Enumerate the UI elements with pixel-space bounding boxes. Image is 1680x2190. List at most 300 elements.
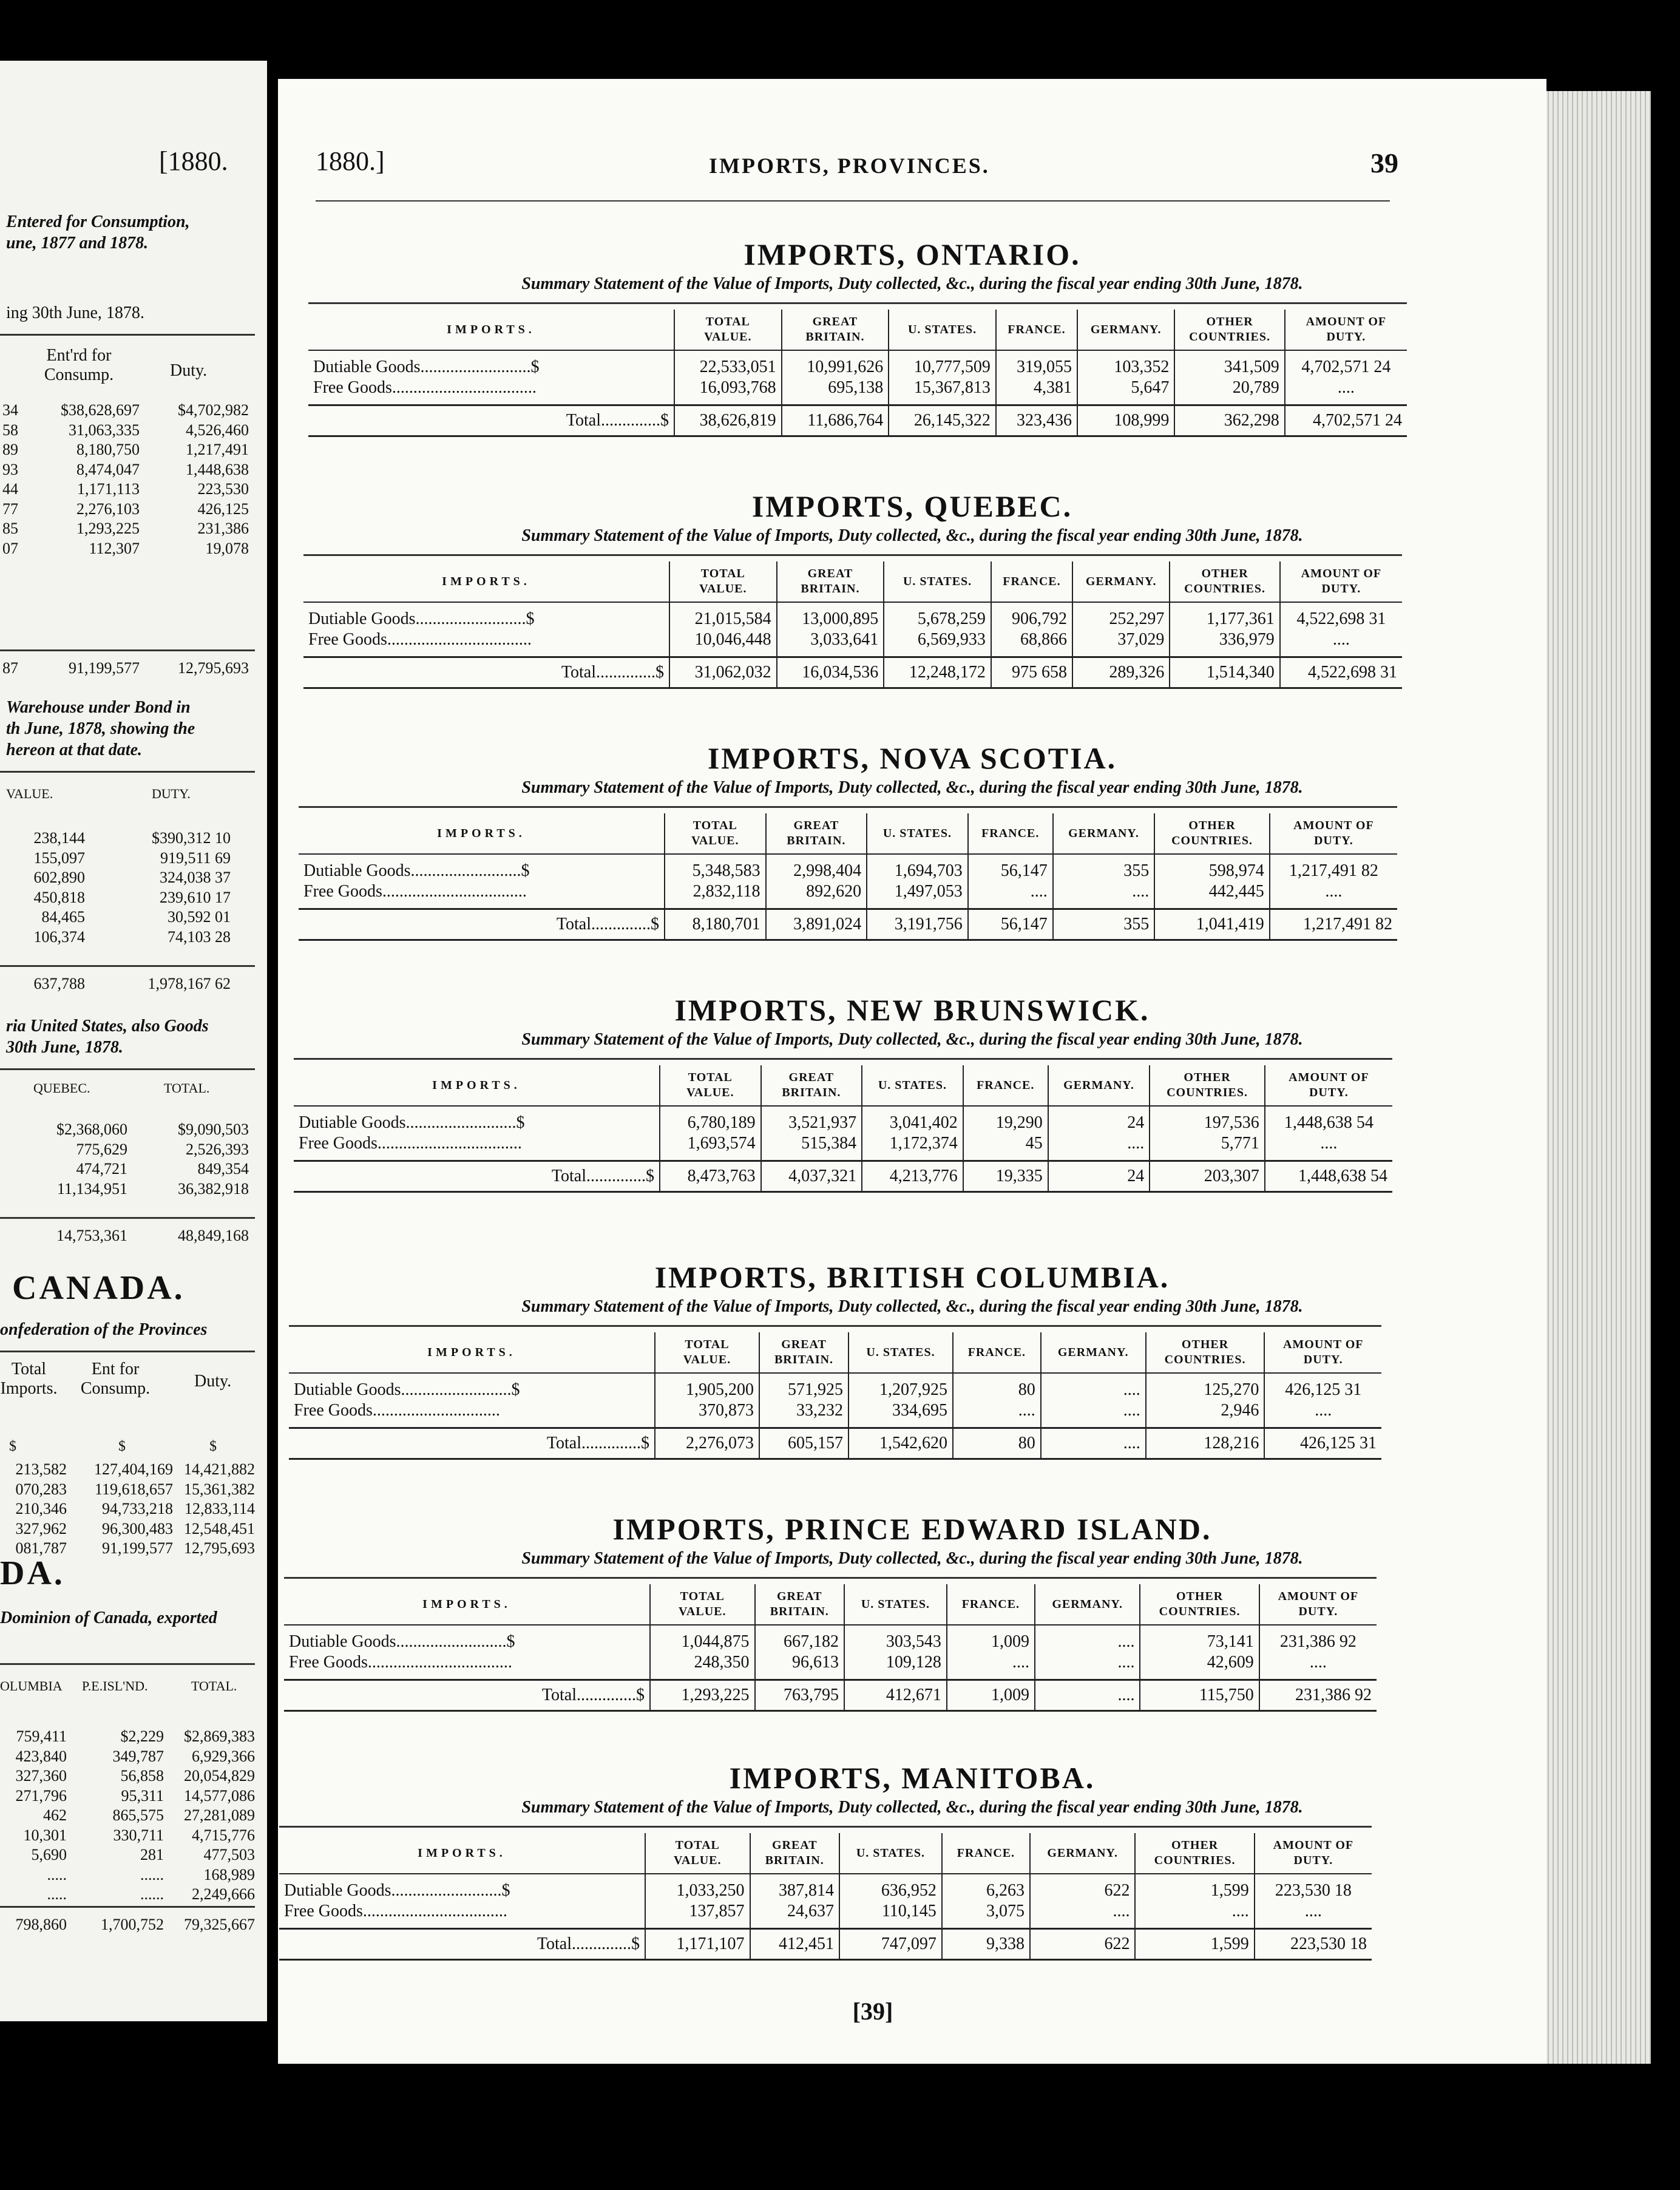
column-header: VALUE. [6, 786, 53, 801]
cell-amount-of-duty: .... [1270, 881, 1397, 902]
column-header-line: AMOUNT OF [1289, 1071, 1369, 1084]
spacer-cell [1170, 602, 1279, 609]
cell-other-countries: 336,979 [1170, 629, 1279, 650]
row-label: Dutiable Goods..........................$ [284, 1881, 510, 1900]
column-header-total-value [660, 1065, 761, 1106]
table-header-row [299, 813, 1397, 854]
total-amount-of-duty: 4,702,571 24 [1285, 405, 1407, 436]
left-caption-line: Dominion of Canada, exported [0, 1609, 217, 1627]
total-united-states: 12,248,172 [884, 657, 991, 688]
spacer-cell [1140, 1625, 1259, 1632]
spacer-cell [889, 350, 996, 357]
spacer-row [299, 854, 1397, 861]
divider [0, 771, 255, 773]
cell-other-countries: 2,946 [1146, 1400, 1265, 1421]
column-header-line: DUTY. [1303, 1353, 1343, 1366]
column-header-line: OTHER [1206, 315, 1253, 328]
total-france: 323,436 [996, 405, 1077, 436]
total-france: 80 [953, 1428, 1041, 1459]
cell-germany: .... [1053, 881, 1154, 902]
spacer-cell [669, 602, 777, 609]
cell-germany: 24 [1048, 1113, 1150, 1133]
left-caption-line: hereon at that date. [6, 741, 143, 759]
spacer-cell [1072, 650, 1170, 657]
column-header-line: VALUE. [679, 1605, 727, 1618]
spacer-cell [1140, 1673, 1259, 1680]
column-header-amount-of-duty [1264, 1332, 1381, 1373]
spacer-cell [1285, 398, 1407, 405]
spacer-cell [1146, 1421, 1265, 1428]
column-header-france: FRANCE. [996, 310, 1077, 350]
spacer-row [294, 1106, 1392, 1113]
total-amount-of-duty: 1,448,638 54 [1265, 1161, 1392, 1192]
spacer-cell [1135, 1874, 1254, 1880]
cell-france: .... [953, 1400, 1041, 1421]
spacer-cell [1041, 1373, 1146, 1380]
cell-other-countries: 20,789 [1174, 378, 1284, 398]
column-header-imports: IMPORTS. [294, 1065, 660, 1106]
total-row [289, 1428, 1381, 1459]
section-subtitle: Summary Statement of the Value of Imports, Duty collected, &c., during the fiscal year ending 30th June, 1878. [521, 778, 1303, 797]
left-page [0, 61, 267, 2021]
spacer-cell [755, 1673, 844, 1680]
left-caption-line: Entered for Consumption, [6, 212, 190, 231]
cell-amount-of-duty: .... [1265, 1133, 1392, 1154]
spacer-cell [848, 1373, 953, 1380]
divider [0, 1217, 255, 1219]
total-other-countries: 1,514,340 [1170, 657, 1279, 688]
spacer-cell [782, 398, 889, 405]
total-row [303, 657, 1402, 688]
spacer-cell [1270, 854, 1397, 861]
cell-total-value: 2,832,118 [665, 881, 766, 902]
row-label: Free Goods.................................. [308, 630, 532, 649]
value-column: 238,144 155,097 602,890 450,818 84,465 106,374 [33, 829, 85, 946]
spacer-cell [991, 650, 1072, 657]
row-label: Dutiable Goods..........................$ [308, 609, 535, 628]
column-header-line: DUTY. [1298, 1605, 1338, 1618]
spacer-cell [1030, 1874, 1136, 1880]
spacer-cell [1150, 1154, 1265, 1161]
row-label: Free Goods.............................. [294, 1401, 500, 1420]
column-header-total-value [650, 1584, 755, 1625]
spacer-cell [884, 650, 991, 657]
value-column: 213,582 070,283 210,346 327,962 081,787 [15, 1460, 67, 1557]
spacer-cell [1041, 1421, 1146, 1428]
column-header-line: DUTY. [1326, 330, 1366, 344]
section-rule [303, 554, 1402, 556]
cell-total-value: 22,533,051 [674, 357, 782, 378]
spacer-cell [1259, 1625, 1377, 1632]
value-column: $2,229 349,787 56,858 95,311 865,575 330,711 281 ...... ...... [112, 1727, 164, 1903]
cell-germany: 622 [1030, 1880, 1136, 1901]
total-germany: 24 [1048, 1161, 1150, 1192]
spacer-cell [761, 1106, 862, 1113]
column-header-france: FRANCE. [953, 1332, 1041, 1373]
table-header-row [279, 1833, 1372, 1874]
column-header-total-value [655, 1332, 759, 1373]
cell-amount-of-duty: 1,448,638 54 [1265, 1113, 1392, 1133]
cell-germany: .... [1041, 1400, 1146, 1421]
dollar-sign: $ [209, 1439, 217, 1454]
spacer-cell [1053, 902, 1154, 909]
column-header-line: GREAT [781, 1338, 827, 1351]
spacer-cell [782, 350, 889, 357]
total-label: Total..............$ [303, 657, 669, 688]
cell-united-states: 3,041,402 [862, 1113, 963, 1133]
row-label: Dutiable Goods..........................$ [289, 1632, 515, 1651]
total-value: 1,700,752 [101, 1916, 164, 1933]
column-header: Ent for Consump. [80, 1360, 151, 1398]
spacer-cell [963, 1106, 1048, 1113]
total-other-countries: 115,750 [1140, 1680, 1259, 1711]
cell-france: 80 [953, 1380, 1041, 1400]
spacer-cell [848, 1421, 953, 1428]
total-other-countries: 362,298 [1174, 405, 1284, 436]
column-header-line: AMOUNT OF [1301, 567, 1382, 580]
column-header-line: VALUE. [674, 1854, 722, 1867]
total-row [294, 1161, 1392, 1192]
cell-france: 68,866 [991, 629, 1072, 650]
spacer-cell [1035, 1673, 1140, 1680]
row-label: Dutiable Goods..........................$ [299, 1113, 525, 1132]
column-header-line: GREAT [807, 567, 853, 580]
cell-other-countries: 1,599 [1135, 1880, 1254, 1901]
spacer-cell [294, 1106, 660, 1113]
spacer-cell [308, 398, 674, 405]
column-header-line: TOTAL [705, 315, 750, 328]
column-header-france: FRANCE. [991, 561, 1072, 602]
column-header-amount-of-duty [1259, 1584, 1377, 1625]
spacer-row [303, 602, 1402, 609]
cell-total-value: 1,033,250 [645, 1880, 750, 1901]
spacer-cell [750, 1874, 839, 1880]
column-header-great-britain [750, 1833, 839, 1874]
spacer-cell [996, 350, 1077, 357]
row-label: Dutiable Goods..........................$ [303, 861, 530, 880]
column-header-imports: IMPORTS. [284, 1584, 650, 1625]
cell-great-britain: 571,925 [759, 1380, 848, 1400]
spacer-cell [1280, 650, 1402, 657]
column-header-line: GREAT [812, 315, 858, 328]
value-column: $9,090,503 2,526,393 849,354 36,382,918 [178, 1120, 249, 1198]
cell-amount-of-duty: 1,217,491 82 [1270, 861, 1397, 881]
total-other-countries: 1,041,419 [1154, 909, 1270, 940]
column-header-line: BRITAIN. [774, 1353, 834, 1366]
table-row [303, 629, 1402, 650]
cell-amount-of-duty: 223,530 18 [1255, 1880, 1372, 1901]
table-row [289, 1400, 1381, 1421]
cell-france: 19,290 [963, 1113, 1048, 1133]
column-header-line: VALUE. [691, 834, 739, 847]
total-value: 1,978,167 62 [147, 975, 231, 992]
table-row [294, 1113, 1392, 1133]
spacer-cell [674, 398, 782, 405]
column-header-line: OTHER [1176, 1590, 1224, 1603]
column-header-germany: GERMANY. [1072, 561, 1170, 602]
section-subtitle: Summary Statement of the Value of Imports, Duty collected, &c., during the fiscal year ending 30th June, 1878. [521, 1297, 1303, 1316]
cell-germany: .... [1048, 1133, 1150, 1154]
section-rule [279, 1826, 1372, 1828]
spacer-cell [1154, 854, 1270, 861]
column-header-line: VALUE. [683, 1353, 731, 1366]
column-header-line: VALUE. [704, 330, 752, 344]
value-column: $4,702,982 4,526,460 1,217,491 1,448,638 223,530 426,125 231,386 19,078 [178, 401, 249, 557]
spacer-cell [867, 854, 968, 861]
spacer-cell [1077, 350, 1174, 357]
cell-great-britain: 96,613 [755, 1652, 844, 1673]
table-row [279, 1901, 1372, 1922]
cell-great-britain: 3,521,937 [761, 1113, 862, 1133]
spacer-cell [665, 902, 766, 909]
imports-table [284, 1584, 1377, 1712]
spacer-cell [303, 650, 669, 657]
spacer-cell [308, 350, 674, 357]
cell-total-value: 137,857 [645, 1901, 750, 1922]
cell-united-states: 15,367,813 [889, 378, 996, 398]
cell-germany: 103,352 [1077, 357, 1174, 378]
table-row [299, 881, 1397, 902]
column-header-imports: IMPORTS. [299, 813, 665, 854]
spacer-cell [674, 350, 782, 357]
header-rule [316, 200, 1390, 202]
column-header-great-britain [777, 561, 884, 602]
left-caption-line: ria United States, also Goods [6, 1017, 209, 1036]
spacer-cell [1174, 350, 1284, 357]
column-header: Duty. [170, 361, 208, 380]
value-column: 759,411 423,840 327,360 271,796 462 10,301 5,690 ..... ..... [15, 1727, 67, 1903]
table-header-row [294, 1065, 1392, 1106]
cell-france: 4,381 [996, 378, 1077, 398]
total-value: 79,325,667 [184, 1916, 255, 1933]
spacer-cell [839, 1874, 942, 1880]
column-header-line: GREAT [793, 819, 839, 832]
section-rule [299, 806, 1397, 808]
cell-france: .... [968, 881, 1053, 902]
section-subtitle: Summary Statement of the Value of Imports, Duty collected, &c., during the fiscal year ending 30th June, 1878. [521, 1030, 1303, 1049]
spacer-row [303, 650, 1402, 657]
total-other-countries: 203,307 [1150, 1161, 1265, 1192]
column-header-line: AMOUNT OF [1273, 1839, 1354, 1852]
table-row [294, 1133, 1392, 1154]
cell-germany: .... [1035, 1652, 1140, 1673]
left-caption-line: une, 1877 and 1878. [6, 234, 149, 253]
total-label: Total..............$ [294, 1161, 660, 1192]
column-header-germany: GERMANY. [1035, 1584, 1140, 1625]
imports-table [308, 310, 1407, 437]
cell-united-states: 1,207,925 [848, 1380, 953, 1400]
total-label: Total..............$ [308, 405, 674, 436]
spacer-cell [777, 650, 884, 657]
total-label: Total..............$ [289, 1428, 655, 1459]
column-header-line: GREAT [771, 1839, 818, 1852]
column-header-imports: IMPORTS. [279, 1833, 645, 1874]
dollar-sign: $ [9, 1439, 16, 1454]
section-rule [308, 302, 1407, 304]
column-header-great-britain [782, 310, 889, 350]
value-column: 34 58 89 93 44 77 85 07 [2, 401, 18, 557]
spacer-cell [889, 398, 996, 405]
cell-france: .... [947, 1652, 1035, 1673]
spacer-cell [862, 1154, 963, 1161]
cell-amount-of-duty: 4,702,571 24 [1285, 357, 1407, 378]
spacer-row [284, 1673, 1377, 1680]
column-header-line: DUTY. [1309, 1086, 1349, 1099]
cell-total-value: 16,093,768 [674, 378, 782, 398]
column-header: Ent'rd for Consump. [44, 346, 114, 384]
divider [0, 1906, 255, 1908]
cell-united-states: 110,145 [839, 1901, 942, 1922]
column-header-imports: IMPORTS. [303, 561, 669, 602]
column-header-line: AMOUNT OF [1306, 315, 1387, 328]
table-header-row [289, 1332, 1381, 1373]
cell-united-states: 1,497,053 [867, 881, 968, 902]
spacer-cell [759, 1373, 848, 1380]
value-column: $390,312 10 919,511 69 324,038 37 239,610 17 30,592 01 74,103 28 [152, 829, 231, 946]
spacer-cell [1264, 1421, 1381, 1428]
spacer-cell [1154, 902, 1270, 909]
column-header-line: DUTY. [1313, 834, 1353, 847]
column-header-line: COUNTRIES. [1189, 330, 1271, 344]
spacer-cell [655, 1421, 759, 1428]
column-header: Duty. [194, 1372, 232, 1391]
spacer-cell [1174, 398, 1284, 405]
spacer-cell [839, 1922, 942, 1929]
column-header-france: FRANCE. [947, 1584, 1035, 1625]
table-row [303, 609, 1402, 629]
running-title: IMPORTS, PROVINCES. [709, 154, 990, 178]
spacer-cell [942, 1874, 1030, 1880]
spacer-cell [1259, 1673, 1377, 1680]
spacer-cell [303, 602, 669, 609]
imports-table [299, 813, 1397, 941]
imports-table [294, 1065, 1392, 1193]
spacer-cell [655, 1373, 759, 1380]
total-france: 9,338 [942, 1929, 1030, 1960]
row-label: Dutiable Goods..........................$ [313, 358, 540, 376]
column-header-line: BRITAIN. [805, 330, 865, 344]
total-amount-of-duty: 1,217,491 82 [1270, 909, 1397, 940]
cell-germany: 5,647 [1077, 378, 1174, 398]
total-total-value: 31,062,032 [669, 657, 777, 688]
spacer-cell [759, 1421, 848, 1428]
spacer-cell [1146, 1373, 1265, 1380]
column-header-imports: IMPORTS. [308, 310, 674, 350]
row-label: Free Goods.................................. [303, 882, 527, 901]
cell-united-states: 5,678,259 [884, 609, 991, 629]
spacer-cell [1255, 1922, 1372, 1929]
cell-great-britain: 10,991,626 [782, 357, 889, 378]
cell-france: 3,075 [942, 1901, 1030, 1922]
column-header-united-states: U. STATES. [867, 813, 968, 854]
section-title: IMPORTS, NOVA SCOTIA. [707, 741, 1117, 775]
spacer-cell [942, 1922, 1030, 1929]
column-header-line: TOTAL [688, 1071, 733, 1084]
cell-total-value: 248,350 [650, 1652, 755, 1673]
cell-amount-of-duty: .... [1264, 1400, 1381, 1421]
section-rule [289, 1325, 1381, 1327]
column-header-other-countries [1146, 1332, 1265, 1373]
total-great-britain: 763,795 [755, 1680, 844, 1711]
section-title: IMPORTS, ONTARIO. [743, 237, 1081, 271]
spacer-cell [665, 854, 766, 861]
spacer-cell [761, 1154, 862, 1161]
cell-united-states: 1,694,703 [867, 861, 968, 881]
cell-other-countries: .... [1135, 1901, 1254, 1922]
total-germany: 289,326 [1072, 657, 1170, 688]
spacer-cell [645, 1922, 750, 1929]
section-title: IMPORTS, PRINCE EDWARD ISLAND. [612, 1512, 1212, 1546]
total-germany: 108,999 [1077, 405, 1174, 436]
section-title: IMPORTS, MANITOBA. [729, 1761, 1096, 1795]
total-great-britain: 605,157 [759, 1428, 848, 1459]
spacer-cell [1280, 602, 1402, 609]
total-france: 1,009 [947, 1680, 1035, 1711]
total-united-states: 412,671 [844, 1680, 947, 1711]
cell-other-countries: 442,445 [1154, 881, 1270, 902]
spacer-cell [953, 1421, 1041, 1428]
cell-france: 1,009 [947, 1632, 1035, 1652]
column-header-amount-of-duty [1255, 1833, 1372, 1874]
total-other-countries: 128,216 [1146, 1428, 1265, 1459]
column-header-line: DUTY. [1321, 582, 1361, 595]
cell-germany: .... [1035, 1632, 1140, 1652]
spacer-cell [996, 398, 1077, 405]
spacer-cell [884, 602, 991, 609]
total-row [299, 909, 1397, 940]
spacer-cell [645, 1874, 750, 1880]
total-value: 14,753,361 [56, 1227, 127, 1244]
column-header-line: OTHER [1181, 1338, 1229, 1351]
cell-united-states: 10,777,509 [889, 357, 996, 378]
total-germany: 622 [1030, 1929, 1136, 1960]
cell-other-countries: 598,974 [1154, 861, 1270, 881]
cell-great-britain: 387,814 [750, 1880, 839, 1901]
column-header-line: BRITAIN. [787, 834, 846, 847]
spacer-cell [1077, 398, 1174, 405]
column-header-line: VALUE. [686, 1086, 734, 1099]
total-row [308, 405, 1407, 436]
spacer-row [308, 398, 1407, 405]
total-value: 12,795,693 [178, 659, 249, 677]
cell-amount-of-duty: .... [1259, 1652, 1377, 1673]
cell-total-value: 6,780,189 [660, 1113, 761, 1133]
column-header-united-states: U. STATES. [844, 1584, 947, 1625]
spacer-cell [963, 1154, 1048, 1161]
total-row [284, 1680, 1377, 1711]
total-other-countries: 1,599 [1135, 1929, 1254, 1960]
column-header-great-britain [759, 1332, 848, 1373]
cell-france: 906,792 [991, 609, 1072, 629]
cell-great-britain: 515,384 [761, 1133, 862, 1154]
spacer-cell [947, 1673, 1035, 1680]
spacer-cell [844, 1673, 947, 1680]
cell-great-britain: 3,033,641 [777, 629, 884, 650]
section-title: IMPORTS, NEW BRUNSWICK. [674, 993, 1150, 1027]
cell-france: 56,147 [968, 861, 1053, 881]
column-header-germany: GERMANY. [1030, 1833, 1136, 1874]
column-header-total-value [674, 310, 782, 350]
total-value: 87 [2, 659, 18, 677]
spacer-cell [1270, 902, 1397, 909]
cell-total-value: 21,015,584 [669, 609, 777, 629]
column-header-line: BRITAIN. [782, 1086, 841, 1099]
section-subtitle: Summary Statement of the Value of Imports, Duty collected, &c., during the fiscal year ending 30th June, 1878. [521, 274, 1303, 293]
total-label: Total..............$ [284, 1680, 650, 1711]
value-column: 127,404,169 119,618,657 94,733,218 96,300,483 91,199,577 [94, 1460, 173, 1557]
column-header-france: FRANCE. [963, 1065, 1048, 1106]
spacer-cell [650, 1673, 755, 1680]
